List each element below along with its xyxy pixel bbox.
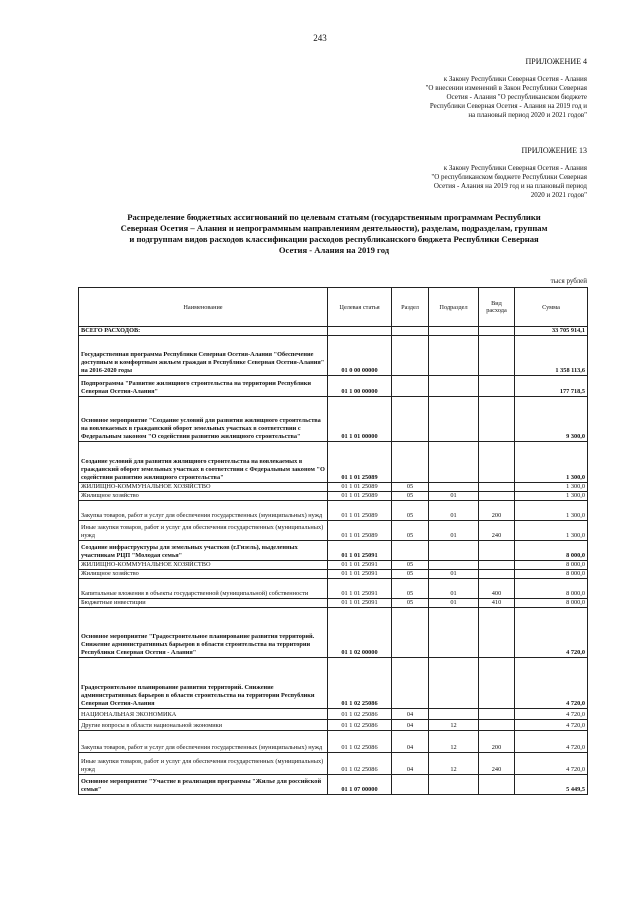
cell-section (392, 376, 429, 397)
title-line: Распределение бюджетных ассигнований по целевым статьям (государственным программам Республики (127, 212, 541, 222)
cell-expense-type: 200 (479, 731, 515, 753)
cell-subsection: 12 (429, 731, 479, 753)
cell-subsection (429, 709, 479, 720)
table-row (79, 608, 588, 658)
cell-amount: 9 300,0 (515, 397, 588, 442)
cell-target: 01 1 01 25089 (328, 521, 392, 541)
cell-amount: 33 705 914,1 (515, 327, 588, 336)
table-row (79, 442, 588, 483)
cell-name: Градостроительное планирование развития территорий. Снижение административных барьеров в области строительства на территории Республики Северная Осетия-Алания (79, 658, 328, 709)
cell-amount: 1 358 113,6 (515, 336, 588, 376)
cell-amount: 1 300,0 (515, 442, 588, 483)
cell-target: 01 1 02 25086 (328, 753, 392, 775)
table-row (79, 521, 588, 541)
appendix-4-line: "О внесении изменений в Закон Республики Северная (425, 84, 587, 92)
cell-amount: 4 720,0 (515, 608, 588, 658)
cell-amount: 4 720,0 (515, 731, 588, 753)
cell-subsection (429, 775, 479, 795)
cell-expense-type (479, 327, 515, 336)
cell-name: ВСЕГО РАСХОДОВ: (79, 327, 328, 336)
cell-subsection (429, 327, 479, 336)
cell-target: 01 1 01 25091 (328, 570, 392, 579)
appendix-13-title: ПРИЛОЖЕНИЕ 13 (521, 146, 587, 155)
cell-amount: 4 720,0 (515, 658, 588, 709)
cell-expense-type (479, 492, 515, 501)
cell-target: 01 1 02 25086 (328, 658, 392, 709)
cell-subsection (429, 658, 479, 709)
cell-subsection: 12 (429, 720, 479, 731)
table-row (79, 731, 588, 753)
cell-target: 01 1 01 25091 (328, 579, 392, 599)
cell-expense-type (479, 720, 515, 731)
cell-section (392, 336, 429, 376)
appendix-4-line: Осетия - Алания "О республиканском бюджете (446, 93, 587, 101)
cell-name: Основное мероприятие "Градостроительное планирование развития территорий. Снижение административных барьеров в области строительства на территории Республики Северная Осетия - Алания" (79, 608, 328, 658)
appendix-4-header (387, 57, 587, 120)
cell-name: Иные закупки товаров, работ и услуг для обеспечения государственных (муниципальных) нужд (79, 753, 328, 775)
table-row (79, 397, 588, 442)
cell-expense-type (479, 336, 515, 376)
cell-section: 05 (392, 501, 429, 521)
cell-subsection (429, 608, 479, 658)
cell-target: 01 1 01 25091 (328, 541, 392, 561)
cell-subsection: 01 (429, 521, 479, 541)
appendix-13-line: "О республиканском бюджете Республики Северная (431, 173, 587, 181)
cell-section (392, 327, 429, 336)
cell-name: Закупка товаров, работ и услуг для обеспечения государственных (муниципальных) нужд (79, 731, 328, 753)
cell-target: 01 1 01 25091 (328, 561, 392, 570)
cell-section: 05 (392, 483, 429, 492)
cell-expense-type (479, 775, 515, 795)
table-row (79, 720, 588, 731)
header-name: Наименование (79, 288, 328, 327)
cell-target: 01 1 01 25089 (328, 483, 392, 492)
cell-target: 01 1 07 00000 (328, 775, 392, 795)
header-target: Целевая статья (328, 288, 392, 327)
cell-expense-type (479, 483, 515, 492)
cell-expense-type (479, 541, 515, 561)
cell-target: 01 1 02 25086 (328, 720, 392, 731)
cell-subsection (429, 561, 479, 570)
cell-target: 01 1 02 25086 (328, 731, 392, 753)
cell-name: Жилищное хозяйство (79, 492, 328, 501)
cell-section (392, 397, 429, 442)
cell-expense-type: 240 (479, 753, 515, 775)
table-row (79, 753, 588, 775)
cell-subsection: 01 (429, 599, 479, 608)
cell-target: 01 1 02 00000 (328, 608, 392, 658)
cell-expense-type (479, 442, 515, 483)
cell-amount: 177 718,5 (515, 376, 588, 397)
cell-section: 05 (392, 561, 429, 570)
budget-table (78, 287, 588, 795)
title-line: Северная Осетия – Алания и непрограммным направлениям деятельности), разделам, подразделам, группам (120, 223, 548, 233)
header-section: Раздел (392, 288, 429, 327)
cell-expense-type (479, 561, 515, 570)
appendix-4-line: на плановый период 2020 и 2021 годов" (468, 111, 587, 119)
cell-subsection (429, 442, 479, 483)
cell-name: Создание условий для развития жилищного строительства на вовлекаемых в гражданский оборот земельных участках в соответствии с Федеральным законом "О содействии развитию жилищного строительства" (79, 442, 328, 483)
cell-target: 01 1 01 25089 (328, 501, 392, 521)
table-body (79, 327, 588, 795)
cell-name: Подпрограмма "Развитие жилищного строительства на территории Республики Северная Осетия-Алания" (79, 376, 328, 397)
cell-name: ЖИЛИЩНО-КОММУНАЛЬНОЕ ХОЗЯЙСТВО (79, 561, 328, 570)
cell-section: 04 (392, 709, 429, 720)
cell-subsection: 01 (429, 501, 479, 521)
cell-name: Создание инфраструктуры для земельных участков (г.Гизель), выделенных участникам РЦП "Молодая семья" (79, 541, 328, 561)
table-row (79, 492, 588, 501)
table-row (79, 561, 588, 570)
cell-section: 05 (392, 599, 429, 608)
table-row (79, 483, 588, 492)
header-expense-type: Вид расхода (479, 288, 515, 327)
cell-amount: 8 000,0 (515, 579, 588, 599)
cell-amount: 8 000,0 (515, 561, 588, 570)
cell-expense-type: 240 (479, 521, 515, 541)
cell-amount: 4 720,0 (515, 709, 588, 720)
document-title (84, 212, 584, 256)
cell-name: Иные закупки товаров, работ и услуг для обеспечения государственных (муниципальных) нужд (79, 521, 328, 541)
table-row (79, 570, 588, 579)
cell-name: Капитальные вложения в объекты государственной (муниципальной) собственности (79, 579, 328, 599)
cell-subsection (429, 336, 479, 376)
cell-section (392, 442, 429, 483)
cell-expense-type (479, 709, 515, 720)
cell-expense-type (479, 570, 515, 579)
table-row (79, 541, 588, 561)
page-number: 243 (313, 33, 327, 43)
cell-section: 04 (392, 731, 429, 753)
appendix-13-line: к Закону Республики Северная Осетия - Алания (443, 164, 587, 172)
cell-section (392, 608, 429, 658)
cell-target: 01 1 02 25086 (328, 709, 392, 720)
table-row (79, 501, 588, 521)
cell-subsection: 01 (429, 570, 479, 579)
appendix-4-title: ПРИЛОЖЕНИЕ 4 (525, 57, 587, 66)
cell-name: Государственная программа Республики Северная Осетия-Алания "Обеспечение доступным и комфортным жильем граждан в Республике Северная Осетия-Алания" на 2016-2020 годы (79, 336, 328, 376)
cell-section: 04 (392, 720, 429, 731)
cell-amount: 1 300,0 (515, 492, 588, 501)
cell-subsection (429, 376, 479, 397)
cell-name: Другие вопросы в области национальной экономики (79, 720, 328, 731)
cell-target: 01 1 00 00000 (328, 376, 392, 397)
cell-target (328, 327, 392, 336)
cell-section: 05 (392, 492, 429, 501)
cell-target: 01 1 01 25089 (328, 492, 392, 501)
cell-target: 01 1 01 00000 (328, 397, 392, 442)
cell-subsection: 01 (429, 579, 479, 599)
cell-section: 05 (392, 570, 429, 579)
cell-amount: 8 000,0 (515, 541, 588, 561)
table-row (79, 336, 588, 376)
cell-subsection: 01 (429, 492, 479, 501)
cell-amount: 8 000,0 (515, 599, 588, 608)
cell-name: Основное мероприятие "Участие в реализации программы "Жилье для российской семьи" (79, 775, 328, 795)
cell-expense-type (479, 658, 515, 709)
cell-section: 05 (392, 579, 429, 599)
cell-name: ЖИЛИЩНО-КОММУНАЛЬНОЕ ХОЗЯЙСТВО (79, 483, 328, 492)
header-amount: Сумма (515, 288, 588, 327)
title-line: и подгруппам видов расходов классификации расходов республиканского бюджета Республики Северная (129, 234, 539, 244)
cell-expense-type (479, 608, 515, 658)
cell-subsection (429, 483, 479, 492)
cell-amount: 5 449,5 (515, 775, 588, 795)
table-row (79, 376, 588, 397)
cell-target: 01 1 01 25091 (328, 599, 392, 608)
cell-amount: 8 000,0 (515, 570, 588, 579)
cell-section (392, 775, 429, 795)
cell-subsection (429, 541, 479, 561)
title-line: Осетия - Алания на 2019 год (278, 245, 390, 255)
cell-name: Основное мероприятие "Создание условий для развития жилищного строительства на вовлекаемых в гражданский оборот земельных участках в соответствии с Федеральным законом "О содействии развитию жилищного строительства" (79, 397, 328, 442)
cell-name: Жилищное хозяйство (79, 570, 328, 579)
table-row (79, 579, 588, 599)
cell-section: 04 (392, 753, 429, 775)
cell-name: Закупка товаров, работ и услуг для обеспечения государственных (муниципальных) нужд (79, 501, 328, 521)
table-row (79, 775, 588, 795)
cell-expense-type: 410 (479, 599, 515, 608)
cell-amount: 4 720,0 (515, 720, 588, 731)
table-header-row (79, 288, 588, 327)
cell-subsection: 12 (429, 753, 479, 775)
cell-amount: 1 300,0 (515, 501, 588, 521)
appendix-4-line: Республики Северная Осетия - Алания на 2019 год и (429, 102, 587, 110)
cell-expense-type (479, 376, 515, 397)
cell-amount: 4 720,0 (515, 753, 588, 775)
appendix-13-line: 2020 и 2021 годов" (530, 191, 587, 199)
header-subsection: Подраздел (429, 288, 479, 327)
cell-target: 01 1 01 25089 (328, 442, 392, 483)
cell-section (392, 658, 429, 709)
appendix-13-line: Осетия - Алания на 2019 год и на плановый период (433, 182, 587, 190)
appendix-13-header (387, 146, 587, 200)
table-row (79, 709, 588, 720)
table-row (79, 599, 588, 608)
cell-subsection (429, 397, 479, 442)
cell-expense-type: 400 (479, 579, 515, 599)
table-row (79, 658, 588, 709)
cell-expense-type: 200 (479, 501, 515, 521)
cell-target: 01 0 00 00000 (328, 336, 392, 376)
cell-amount: 1 300,0 (515, 521, 588, 541)
cell-name: Бюджетные инвестиции (79, 599, 328, 608)
appendix-4-line: к Закону Республики Северная Осетия - Алания (443, 75, 587, 83)
units-label: тыся рублей (550, 277, 587, 285)
cell-section: 05 (392, 521, 429, 541)
cell-expense-type (479, 397, 515, 442)
table-row (79, 327, 588, 336)
cell-amount: 1 300,0 (515, 483, 588, 492)
cell-name: НАЦИОНАЛЬНАЯ ЭКОНОМИКА (79, 709, 328, 720)
cell-section (392, 541, 429, 561)
